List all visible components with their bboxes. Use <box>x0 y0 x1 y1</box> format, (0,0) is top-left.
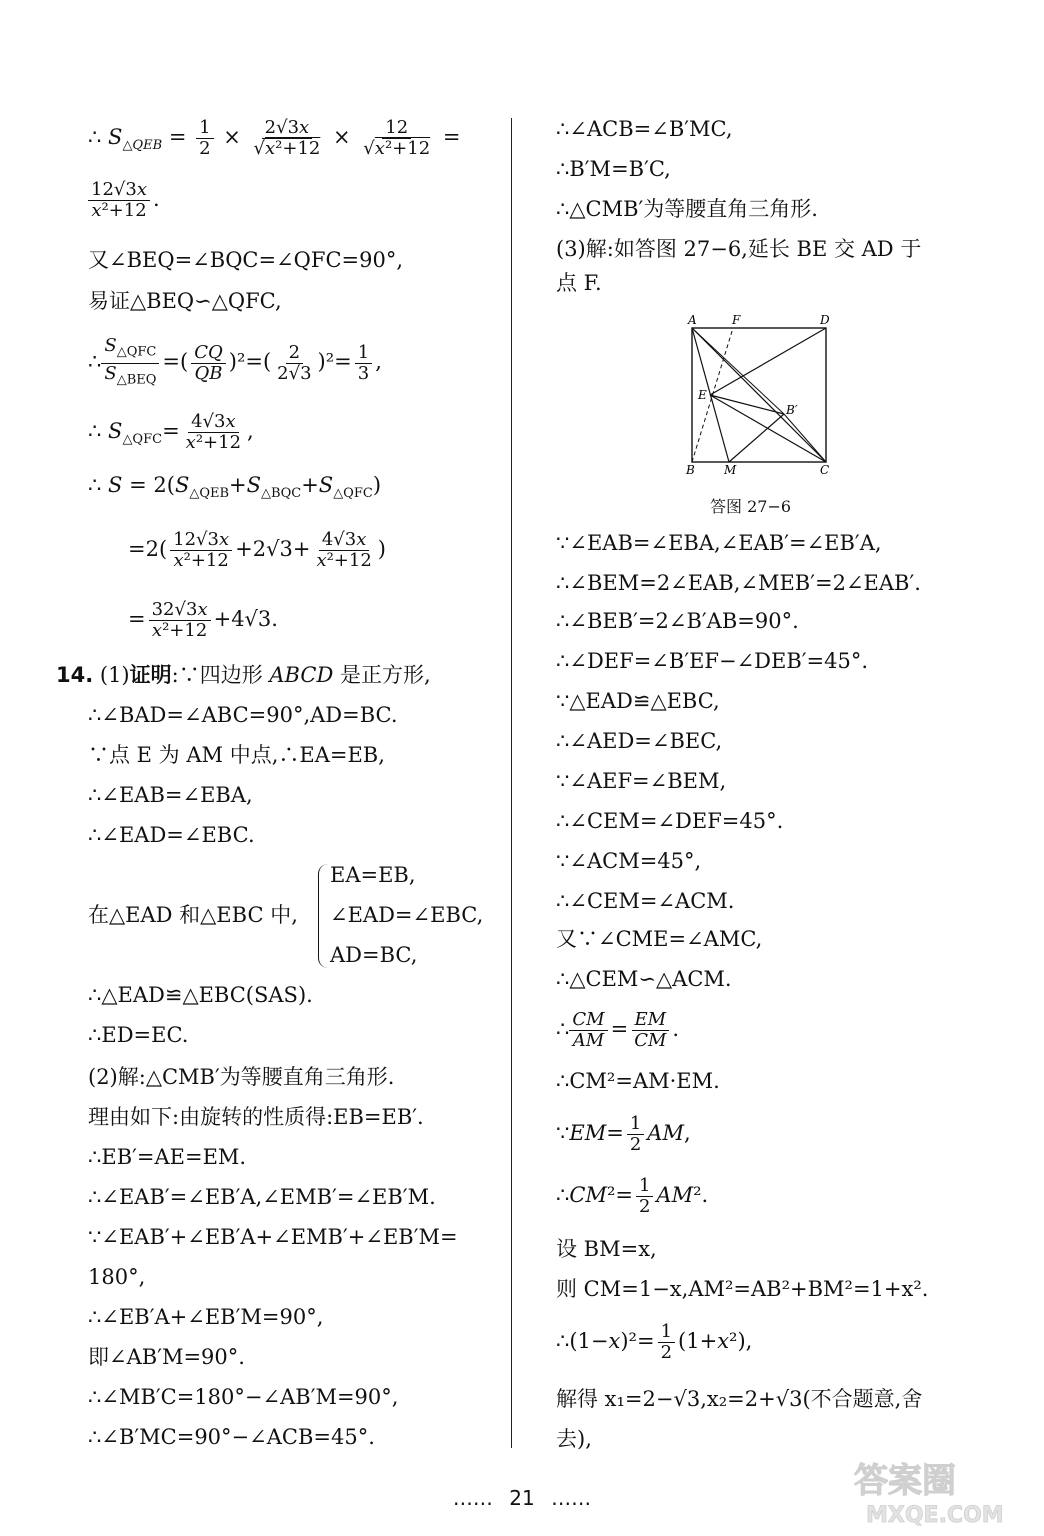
right-line-26: 去), <box>556 1427 592 1451</box>
point-label-m: M <box>724 463 737 477</box>
left-line-24: ∴∠EB′A+∠EB′M=90°, <box>88 1305 324 1329</box>
right-line-20: ∵EM= $\frac{1}{2}$ AM, <box>556 1113 691 1155</box>
left-line-18: (2)解:△CMB′为等腰直角三角形. <box>88 1065 395 1089</box>
right-line-9: ∴∠DEF=∠B′EF−∠DEB′=45°. <box>556 649 869 673</box>
right-line-8: ∴∠BEB′=2∠B′AB=90°. <box>556 609 799 633</box>
left-line-7: ∴ $S = 2(S_{\triangle QEB}+S_{\triangle BQC}+S_{\triangle QFC})$ <box>88 473 382 502</box>
right-line-2: ∴B′M=B′C, <box>556 157 671 181</box>
svg-text:MXQE.COM: MXQE.COM <box>866 1503 1004 1528</box>
left-line-12: ∵点 E 为 AM 中点,∴EA=EB, <box>88 743 385 767</box>
left-line-19: 理由如下:由旋转的性质得:EB=EB′. <box>88 1105 424 1129</box>
left-line-21: ∴∠EAB′=∠EB′A,∠EMB′=∠EB′M. <box>88 1185 436 1209</box>
page-number-dots-left: …… <box>452 1486 493 1510</box>
left-line-16: ∴△EAD≌△EBC(SAS). <box>88 983 313 1007</box>
system-line-1: EA=EB, <box>330 863 416 887</box>
left-line-20: ∴EB′=AE=EM. <box>88 1145 247 1169</box>
left-line-3: 又∠BEQ=∠BQC=∠QFC=90°, <box>88 248 404 272</box>
left-line-26: ∴∠MB′C=180°−∠AB′M=90°, <box>88 1385 399 1409</box>
right-line-10: ∵△EAD≌△EBC, <box>556 689 720 713</box>
left-line-15-lead: 在△EAD 和△EBC 中, <box>88 903 298 927</box>
point-label-a: A <box>688 313 697 327</box>
right-line-5: 点 F. <box>556 271 602 295</box>
left-line-4: 易证△BEQ∽△QFC, <box>88 289 282 313</box>
right-line-23: 则 CM=1−x,AM²=AB²+BM²=1+x². <box>556 1277 929 1301</box>
right-line-1: ∴∠ACB=∠B′MC, <box>556 117 733 141</box>
segment-b-prime-c <box>784 414 826 462</box>
point-label-d: D <box>820 313 830 327</box>
right-line-22: 设 BM=x, <box>556 1237 657 1261</box>
point-label-c: C <box>820 463 830 477</box>
left-line-6: ∴ $S_{\triangle QFC}=$ $\frac{4√3x}{\text{x²+12}}$ , <box>88 411 254 453</box>
point-label-b-prime: B′ <box>786 403 798 417</box>
left-line-25: 即∠AB′M=90°. <box>88 1345 245 1369</box>
page-number-dots-right: …… <box>551 1486 592 1510</box>
system-brace <box>318 864 329 968</box>
left-line-13: ∴∠EAB=∠EBA, <box>88 783 253 807</box>
right-line-6: ∵∠EAB=∠EBA,∠EAB′=∠EB′A, <box>556 531 882 555</box>
point-label-f: F <box>732 313 741 327</box>
left-line-9: = $\frac{32√3x}{\text{x²+12}}$ +4√3. <box>128 599 278 641</box>
right-line-17: ∴△CEM∽△ACM. <box>556 967 732 991</box>
right-line-21: ∴CM²= $\frac{1}{2}$ AM². <box>556 1175 709 1217</box>
point-label-b: B <box>686 463 695 477</box>
right-line-18: ∴ $\frac{CM}{AM}$ = $\frac{EM}{CM}$ . <box>556 1009 680 1051</box>
left-line-1: ∴ $S_{\triangle QEB}$ = $\frac{1}{2}$ × $\frac{2√3x}{\text{√x²+12}}$ × $\frac{12}{\text{√x²+12}}$ = <box>88 117 461 159</box>
right-line-25: 解得 x₁=2−√3,x₂=2+√3(不合题意,舍 <box>556 1387 923 1411</box>
right-line-7: ∴∠BEM=2∠EAB,∠MEB′=2∠EAB′. <box>556 571 921 595</box>
page-number-value: 21 <box>509 1486 535 1510</box>
left-line-11: ∴∠BAD=∠ABC=90°,AD=BC. <box>88 703 398 727</box>
right-line-4: (3)解:如答图 27−6,延长 BE 交 AD 于 <box>556 237 922 261</box>
left-line-10: 14. (1)证明:∵四边形 ABCD 是正方形, <box>56 662 431 687</box>
system-line-2: ∠EAD=∠EBC, <box>330 903 484 927</box>
system-line-3: AD=BC, <box>330 943 418 967</box>
right-line-3: ∴△CMB′为等腰直角三角形. <box>556 197 818 221</box>
left-line-23: 180°, <box>88 1265 146 1289</box>
point-label-e: E <box>698 388 707 402</box>
left-line-17: ∴ED=EC. <box>88 1023 189 1047</box>
column-divider <box>511 118 512 1448</box>
right-line-16: 又∵∠CME=∠AMC, <box>556 927 763 951</box>
right-line-12: ∵∠AEF=∠BEM, <box>556 769 727 793</box>
geometry-figure <box>682 310 832 478</box>
watermark-logo <box>846 1450 1026 1530</box>
right-line-13: ∴∠CEM=∠DEF=45°. <box>556 809 784 833</box>
right-line-19: ∴CM²=AM·EM. <box>556 1069 720 1093</box>
figure-caption: 答图 27−6 <box>710 497 792 516</box>
segment-eb-prime <box>710 395 784 414</box>
right-line-14: ∵∠ACM=45°, <box>556 849 702 873</box>
left-line-5: ∴ $\frac{S_{\triangle QFC}}{S_{\triangle BEQ}}$ =( $\frac{CQ}{QB}$ )²=( $\frac{2}{2√3}$ )²= $\frac{1}{3}$ , <box>88 335 382 388</box>
right-line-15: ∴∠CEM=∠ACM. <box>556 889 735 913</box>
right-line-24: ∴(1−x)²= $\frac{1}{2}$ (1+x²), <box>556 1321 753 1363</box>
left-line-14: ∴∠EAD=∠EBC. <box>88 823 255 847</box>
left-line-8: =2( $\frac{12√3x}{\text{x²+12}}$ +2√3+ $\frac{4√3x}{\text{x²+12}}$ ) <box>128 529 386 571</box>
right-line-11: ∴∠AED=∠BEC, <box>556 729 723 753</box>
svg-text:答案圈: 答案圈 <box>854 1461 956 1501</box>
left-line-22: ∵∠EAB′+∠EB′A+∠EMB′+∠EB′M= <box>88 1225 458 1249</box>
problem-number: 14. <box>56 663 94 687</box>
left-line-2: $\frac{12√3x}{\text{x²+12}}$ . <box>88 180 160 221</box>
left-line-27: ∴∠B′MC=90°−∠ACB=45°. <box>88 1425 375 1449</box>
